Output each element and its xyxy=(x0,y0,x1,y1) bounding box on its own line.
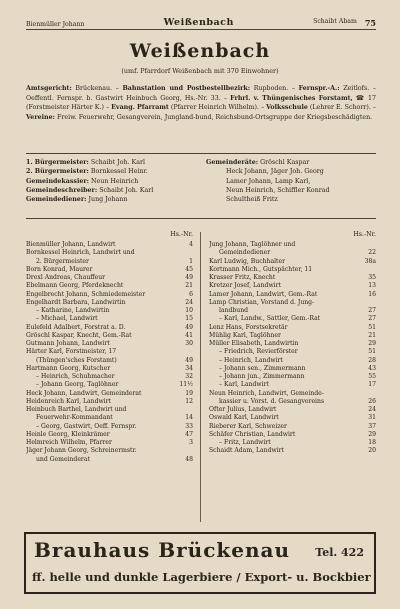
resident-name: Ebelmann Georg, Pferdeknecht xyxy=(26,282,124,290)
resident-name: Gemeindediener xyxy=(219,249,271,257)
resident-name: Neun Heinrich, Landwirt, Gemeinde- xyxy=(209,389,324,397)
bahn-label: Bahnstation und Postbestellbezirk: xyxy=(122,85,251,92)
list-item xyxy=(26,398,193,406)
officials-left xyxy=(26,158,196,204)
list-item xyxy=(209,365,376,373)
list-item xyxy=(209,373,376,381)
house-number: 28 xyxy=(368,356,376,364)
running-header xyxy=(26,14,376,30)
forst-label: Frhrl. v. Thüngenisches Forstamt, xyxy=(230,94,353,102)
house-number: 1 xyxy=(189,257,193,265)
ad-telephone: Tel. 422 xyxy=(315,546,364,559)
list-item xyxy=(26,340,193,348)
list-item xyxy=(209,315,376,323)
divider-top xyxy=(26,153,376,154)
resident-name: – Georg, Gastwirt, Oeff. Fernspr. xyxy=(36,422,137,430)
house-number: 13 xyxy=(368,282,376,290)
list-item xyxy=(26,332,193,340)
official-row: Gemeindediener: Jung Johann xyxy=(26,196,128,204)
list-item xyxy=(26,447,193,455)
house-number: 49 xyxy=(185,274,193,281)
house-number: 21 xyxy=(368,331,376,339)
header-center: Weißenbach xyxy=(163,17,234,28)
resident-name: Mühlig Karl, Taglöhner xyxy=(209,331,281,339)
resident-name: Jung Johann, Taglöhner und xyxy=(209,241,296,248)
resident-name: Lenz Hans, Forstsekretär xyxy=(209,323,288,331)
header-left: Bienmüller Johann xyxy=(26,21,85,28)
list-item xyxy=(26,406,193,414)
list-item xyxy=(209,390,376,398)
house-number: 27 xyxy=(368,307,376,314)
list-item xyxy=(26,348,193,356)
resident-name: Kortmann Mich., Gutspächter, 11 xyxy=(209,265,313,273)
intro-paragraph xyxy=(26,84,376,122)
house-number: 43 xyxy=(368,364,376,372)
list-item xyxy=(26,381,193,389)
amtsgericht-label: Amtsgericht: xyxy=(26,85,72,92)
house-number xyxy=(373,241,376,249)
list-item xyxy=(209,406,376,414)
resident-name: Helmreich Wilhelm, Pfarrer xyxy=(26,439,112,446)
list-item xyxy=(26,241,193,249)
resident-name: Hartmann Georg, Kutscher xyxy=(26,364,111,372)
resident-name: Lamp Christian, Vorstand d. Jung- xyxy=(209,298,315,306)
list-item xyxy=(209,439,376,447)
resident-name: und Gemeinderat xyxy=(36,455,90,463)
vereine-label: Vereine: xyxy=(26,113,55,121)
list-item xyxy=(209,299,376,307)
resident-list xyxy=(26,231,376,464)
divider-middle xyxy=(26,218,376,219)
house-number: 11½ xyxy=(179,381,193,389)
resident-name: – Johann jun., Zimmermann xyxy=(219,373,305,380)
house-number: 48 xyxy=(185,455,193,463)
resident-name: Härter Karl, Forstmeister, 17 xyxy=(26,348,117,356)
list-item xyxy=(209,447,376,455)
pfarr-label: Evang. Pfarramt xyxy=(111,104,169,112)
house-number: 51 xyxy=(368,323,376,331)
fern-label: Fernspr.-A.: xyxy=(298,85,340,92)
house-number: 35 xyxy=(368,274,376,281)
header-right: Schaibt Abam xyxy=(313,18,357,25)
list-item xyxy=(26,423,193,431)
house-number: 49 xyxy=(185,356,193,364)
list-item xyxy=(26,249,193,257)
column-divider xyxy=(200,232,201,522)
resident-name: – Heinrich, Schuhmacher xyxy=(36,373,115,380)
house-number: 4 xyxy=(189,241,193,248)
list-item xyxy=(26,431,193,439)
house-number: 3 xyxy=(189,439,193,446)
council-row: Schultheiß Fritz xyxy=(226,196,278,204)
house-number: 17 xyxy=(368,381,376,389)
ad-products: ff. helle und dunkle Lagerbiere / Export- u. Bockbier xyxy=(32,570,371,584)
house-number xyxy=(190,447,193,455)
list-item xyxy=(26,266,193,274)
list-item xyxy=(209,357,376,365)
resident-name: – Johann Georg, Taglöhner xyxy=(36,381,119,389)
officials-block xyxy=(26,158,376,204)
resident-name: Gutmann Johann, Landwirt xyxy=(26,340,110,347)
list-item xyxy=(209,348,376,356)
council-row: Gemeinderäte: Gröschl Kaspar xyxy=(206,159,310,166)
list-item xyxy=(209,431,376,439)
hs-nr-header: Hs.-Nr. xyxy=(170,231,193,238)
vereine-text: Freiw. Feuerwehr, Gesangverein, Jungland-bund, Reichsbund-Ortsgruppe der Kriegsbeschädigten. xyxy=(56,113,373,121)
house-number xyxy=(190,406,193,414)
resident-name: – Heinrich, Landwirt xyxy=(219,356,283,364)
list-item xyxy=(26,274,193,282)
resident-name: Gröschl Kaspar, Knecht, Gem.-Rat xyxy=(26,331,132,339)
list-item xyxy=(209,266,376,274)
official-row: Gemeindeschreiber: Schaibt Joh. Karl xyxy=(26,186,154,194)
resident-name: kassier u. Vorst. d. Gesangvereins xyxy=(219,397,325,405)
resident-name: Müller Elisabeth, Landwirtin xyxy=(209,340,299,347)
house-number: 33 xyxy=(185,422,193,430)
page-title: Weißenbach xyxy=(129,40,271,62)
resident-name: Heinbuch Barthel, Landwirt und xyxy=(26,406,127,413)
page-number: 75 xyxy=(364,18,376,28)
resident-name: Eulefeld Adalbert, Forstrat a. D. xyxy=(26,323,126,331)
resident-name: 2. Bürgermeister xyxy=(36,257,89,265)
resident-name: Krasser Fritz, Knecht xyxy=(209,274,276,281)
hs-nr-header: Hs.-Nr. xyxy=(353,231,376,238)
resident-name: Bornkessel Heinrich, Landwirt und xyxy=(26,249,135,257)
list-item xyxy=(26,307,193,315)
resident-name: Oswald Karl, Landwirt xyxy=(209,414,279,422)
house-number: 27 xyxy=(368,315,376,323)
resident-name: landbund xyxy=(219,307,249,314)
list-item xyxy=(26,456,193,464)
house-number: 22 xyxy=(368,249,376,257)
resident-name: – Friedrich, Revierförster xyxy=(219,348,298,356)
list-item xyxy=(26,439,193,447)
list-item xyxy=(209,291,376,299)
house-number: 15 xyxy=(185,315,193,323)
house-number xyxy=(190,249,193,257)
house-number: 24 xyxy=(185,298,193,306)
resident-name: Heidenreich Karl, Landwirt xyxy=(26,397,111,405)
pfarr-text: (Pfarrer Heinrich Wilhelm). – xyxy=(170,104,265,112)
list-item xyxy=(209,398,376,406)
resident-name: Drexl Andreas, Chauffeur xyxy=(26,274,106,281)
house-number: 19 xyxy=(185,389,193,397)
house-number xyxy=(190,348,193,356)
list-item xyxy=(26,258,193,266)
resident-name: Schaidt Adam, Landwirt xyxy=(209,447,284,455)
list-item xyxy=(26,390,193,398)
house-number: 38a xyxy=(364,257,376,265)
house-number: 26 xyxy=(368,397,376,405)
council-row: Neun Heinrich, Schiffler Konrad xyxy=(226,186,330,194)
house-number: 55 xyxy=(368,373,376,380)
list-item xyxy=(209,249,376,257)
house-number: 12 xyxy=(185,397,193,405)
council-row: Lamer Johann, Lamp Karl, xyxy=(226,177,311,185)
house-number: 24 xyxy=(368,406,376,413)
house-number: 29 xyxy=(368,340,376,347)
resident-name: Feuerwehr-Kommandant xyxy=(36,414,113,422)
resident-name: Kretzer Josef, Landwirt xyxy=(209,282,281,290)
house-number: 31 xyxy=(368,414,376,422)
resident-name: Ofter Julius, Landwirt xyxy=(209,406,277,413)
list-item xyxy=(209,258,376,266)
list-item xyxy=(26,357,193,365)
list-item xyxy=(209,282,376,290)
list-item xyxy=(209,340,376,348)
list-item xyxy=(209,414,376,422)
house-number: 16 xyxy=(368,290,376,298)
resident-name: Jäger Johann Georg, Schreinermstr. xyxy=(26,447,137,455)
official-row: 1. Bürgermeister: Schaibt Joh. Karl xyxy=(26,159,145,166)
house-number: 45 xyxy=(185,265,193,273)
list-item xyxy=(26,299,193,307)
house-number: 30 xyxy=(185,340,193,347)
resident-name: Lamer Johann, Landwirt, Gem.-Rat xyxy=(209,290,318,298)
list-item xyxy=(209,423,376,431)
house-number: 21 xyxy=(185,282,193,290)
house-number: 29 xyxy=(368,430,376,438)
list-item xyxy=(26,282,193,290)
house-number: 20 xyxy=(368,447,376,455)
resident-name: Engelbrecht Johann, Schmiedemeister xyxy=(26,290,146,298)
bahn-text: Rupboden. – xyxy=(253,85,295,92)
house-number: 51 xyxy=(368,348,376,356)
house-number: 6 xyxy=(189,290,193,298)
house-number: 10 xyxy=(185,307,193,314)
house-number xyxy=(373,390,376,398)
resident-name: – Katharine, Landwirtin xyxy=(36,307,110,314)
page-subtitle: (umf. Pfarrdorf Weißenbach mit 370 Einwohner) xyxy=(121,67,279,75)
list-item xyxy=(209,332,376,340)
forst-text: 17 (Forstmeister Härter K.) – xyxy=(26,94,376,112)
resident-name: Heinle Georg, Kleinkrämer xyxy=(26,430,110,438)
list-item xyxy=(209,324,376,332)
house-number: 32 xyxy=(185,373,193,380)
fern-text: Zeitlofs. – Oeffentl. Fernspr. b. Gastwirt Heinbuch Georg, Hs.-Nr. 33. – xyxy=(26,85,376,102)
official-row: Gemeindekassier: Neun Heinrich xyxy=(26,177,139,185)
list-item xyxy=(26,324,193,332)
officials-right xyxy=(206,158,376,204)
resident-name: (Thüngen'sches Forstamt) xyxy=(36,356,117,364)
list-item xyxy=(26,291,193,299)
resident-column-right xyxy=(209,231,376,464)
resident-name: – Karl, Landwirt xyxy=(219,381,269,389)
house-number: 37 xyxy=(368,422,376,430)
list-item xyxy=(26,373,193,381)
amtsgericht-text: Brückenau. – xyxy=(75,85,119,92)
house-number: 18 xyxy=(368,439,376,446)
resident-column-left xyxy=(26,231,193,464)
resident-name: – Michael, Landwirt xyxy=(36,315,98,323)
official-row: 2. Bürgermeister: Bornkessel Heinr. xyxy=(26,168,148,176)
house-number: 49 xyxy=(185,323,193,331)
list-item xyxy=(209,307,376,315)
council-row: Heck Johann, Jäger Joh. Georg xyxy=(226,168,324,176)
resident-name: Born Konrad, Maurer xyxy=(26,265,93,273)
resident-name: – Karl, Landw., Sattler, Gem.-Rat xyxy=(219,315,321,323)
list-item xyxy=(26,365,193,373)
resident-name: Karl Ludwig, Buchhalter xyxy=(209,257,286,265)
house-number: 14 xyxy=(185,414,193,422)
ad-brewery-name: Brauhaus Brückenau xyxy=(34,538,290,562)
resident-name: – Johann sen., Zimmermann xyxy=(219,364,306,372)
resident-name: Heck Johann, Landwirt, Gemeinderat xyxy=(26,389,142,397)
list-item xyxy=(209,274,376,282)
advertisement xyxy=(24,532,376,594)
house-number xyxy=(373,299,376,307)
house-number: 41 xyxy=(185,331,193,339)
resident-name: Bienmüller Johann, Landwirt xyxy=(26,241,116,248)
list-item xyxy=(26,315,193,323)
resident-name: Schäfer Christian, Landwirt xyxy=(209,430,296,438)
list-item xyxy=(209,241,376,249)
list-item xyxy=(209,381,376,389)
telephone-icon: ☎ xyxy=(355,94,365,102)
house-number: 34 xyxy=(185,364,193,372)
resident-name: Rieberer Karl, Schweizer xyxy=(209,422,287,430)
resident-name: – Fritz, Landwirt xyxy=(219,439,271,446)
house-number: 47 xyxy=(185,430,193,438)
house-number xyxy=(373,266,376,274)
schule-text: (Lehrer E. Schorr). – xyxy=(309,104,376,112)
resident-name: Engelhardt Barbara, Landwirtin xyxy=(26,298,126,306)
list-item xyxy=(26,414,193,422)
schule-label: Volksschule xyxy=(266,104,308,112)
